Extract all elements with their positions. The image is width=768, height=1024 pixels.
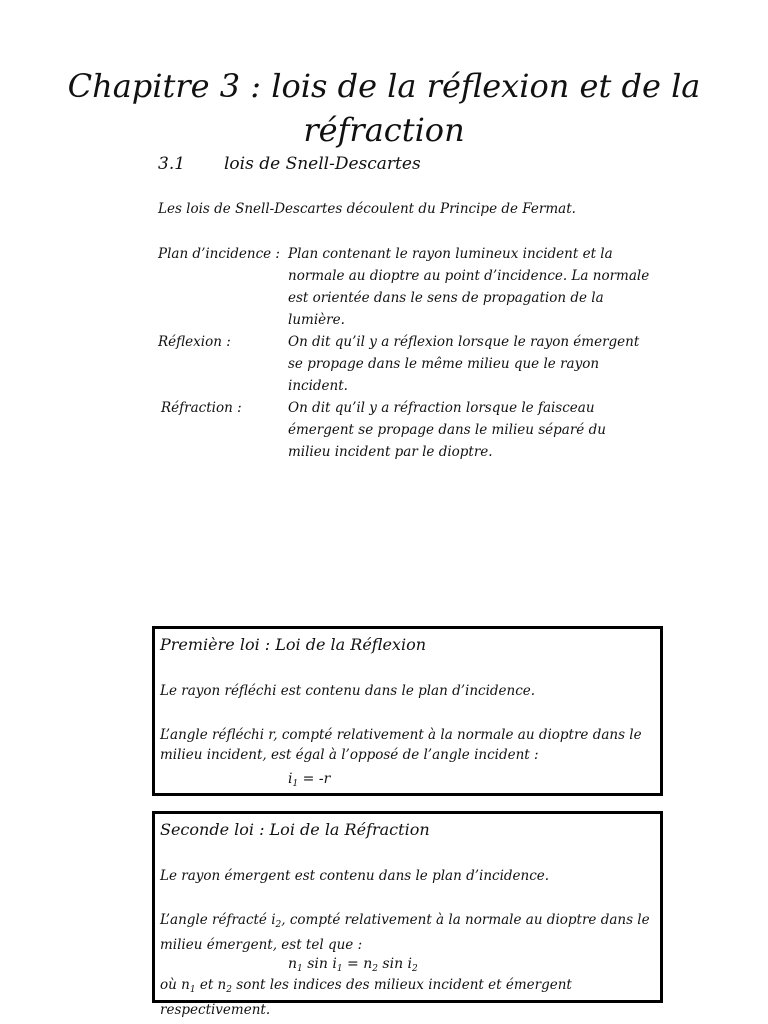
intro-text: Les lois de Snell-Descartes découlent du Principe de Fermat.	[158, 201, 576, 217]
definition-text: On dit qu’il y a réfraction lorsque le faisceau émergent se propage dans le milieu séparé du milieu incident par le dioptre.	[288, 400, 606, 460]
law-statement: L’angle réfracté $i_2$, compté relativement à la normale au dioptre dans le milieu émergent, est tel que :	[160, 912, 650, 953]
law-statement: Le rayon réfléchi est contenu dans le plan d’incidence.	[160, 683, 536, 699]
section-number: 3.1	[158, 154, 186, 174]
law-statement: Le rayon émergent est contenu dans le plan d’incidence.	[160, 868, 550, 884]
definition-term: Plan d’incidence :	[158, 246, 280, 262]
reflection-equation: $i_1 = -r$	[288, 771, 331, 789]
definition-text: On dit qu’il y a réflexion lorsque le rayon émergent se propage dans le même milieu que le rayon incident.	[288, 334, 640, 394]
law-heading: Première loi : Loi de la Réflexion	[160, 635, 427, 654]
law-statement: L’angle réfléchi r, compté relativement à la normale au dioptre dans le milieu incident, est égal à l’opposé de l’angle incident :	[160, 727, 642, 763]
snell-equation: $n_1$ $\sin i_1 = n_2$ $\sin i_2$	[288, 956, 418, 974]
law-refraction-box	[152, 811, 663, 1018]
definition-term: Réflexion :	[158, 334, 231, 350]
definition-text: Plan contenant le rayon lumineux incident et la normale au dioptre au point d’incidence. La normale est orientée dans le sens de propagation de la lumière.	[288, 246, 650, 328]
law-reflection-box	[152, 626, 663, 796]
page-title: Chapitre 3 : lois de la réflexion et de la réfraction	[67, 67, 701, 149]
section-heading	[158, 154, 421, 174]
indices-note: où $n_1$ et $n_2$ sont les indices des milieux incident et émergent respectivement.	[160, 977, 572, 1018]
law-heading: Seconde loi : Loi de la Réfraction	[160, 820, 430, 839]
section-title: lois de Snell-Descartes	[224, 154, 421, 174]
definition-term: Réfraction :	[161, 400, 242, 416]
